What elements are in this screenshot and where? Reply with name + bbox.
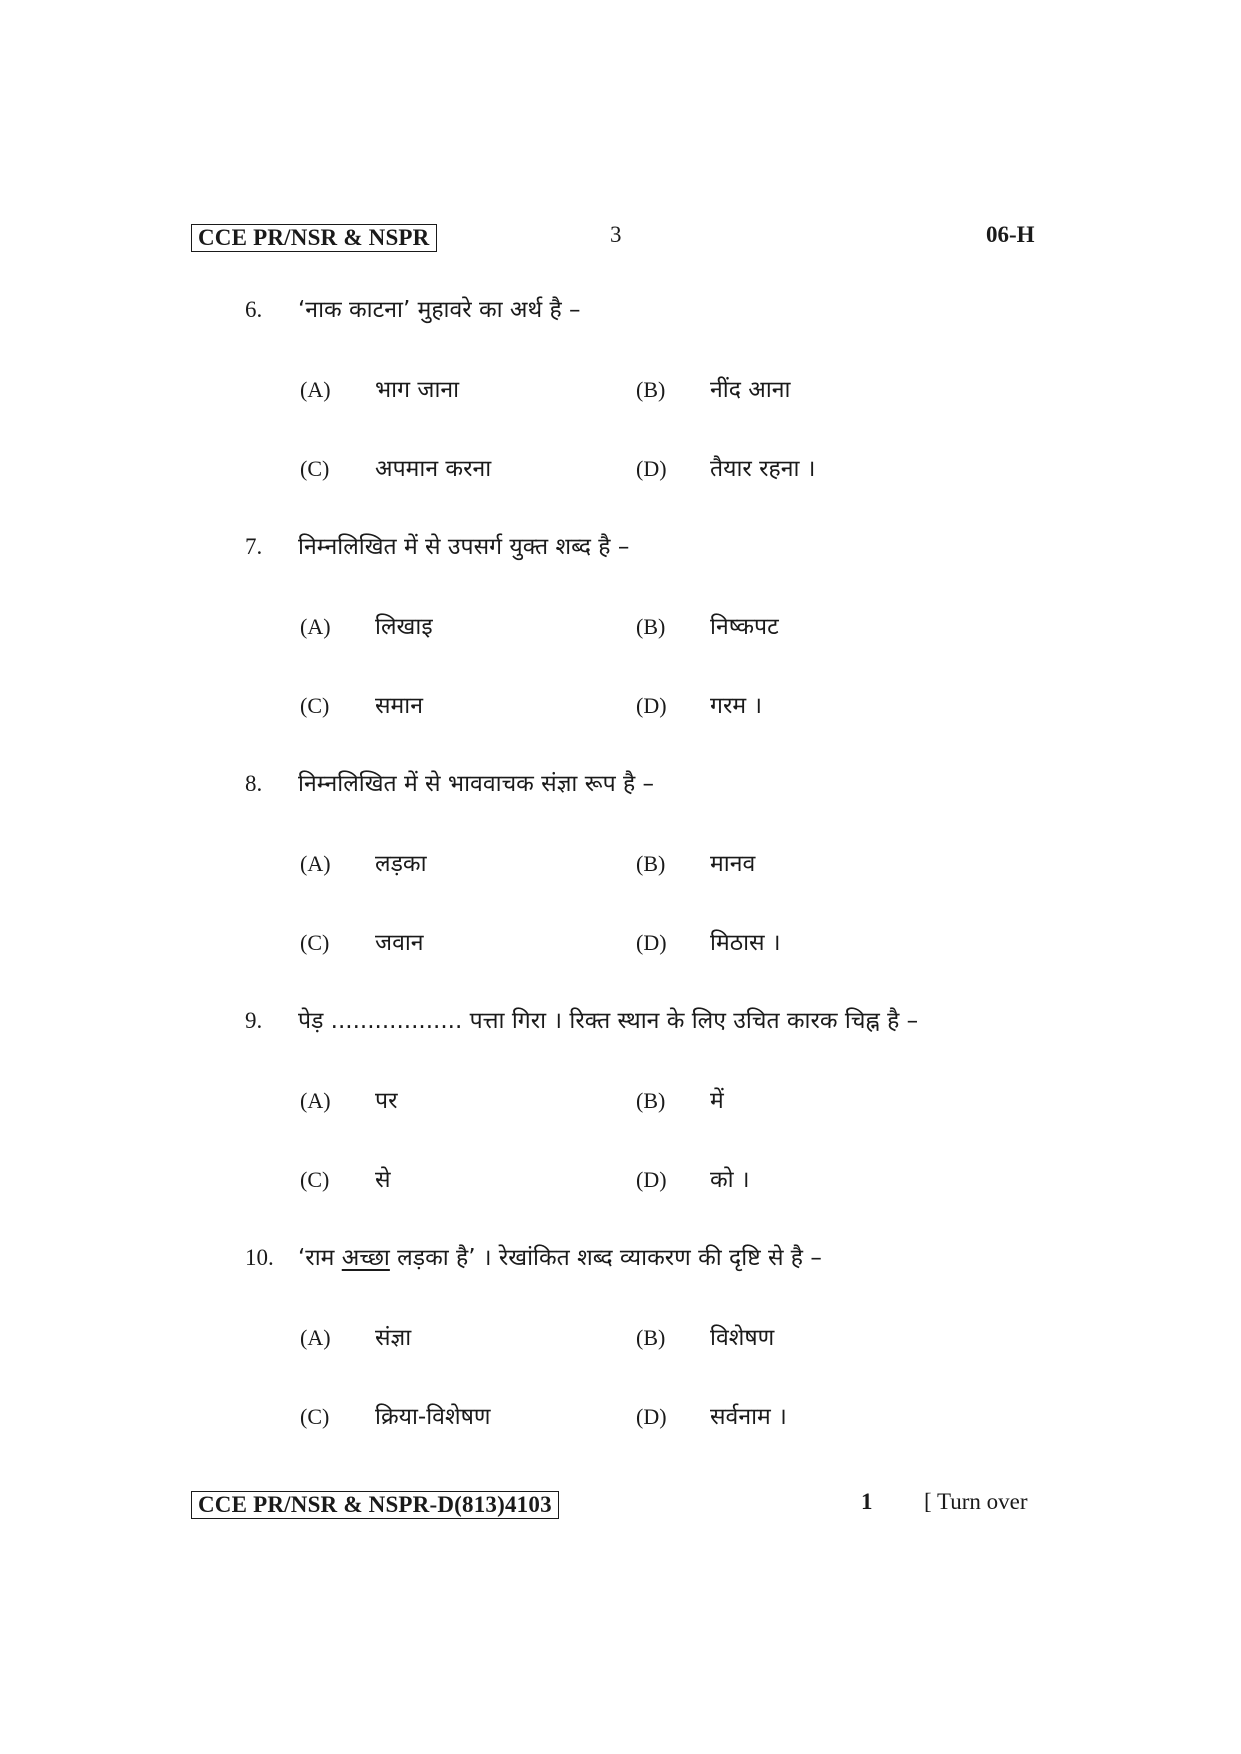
option-text-7a: लिखाइ [375,614,433,640]
paper-code: 06-H [986,222,1035,247]
header-code-box: CCE PR/NSR & NSPR [191,224,437,252]
option-text-7c: समान [375,693,424,719]
option-label-7d: (D) [636,693,667,718]
option-label-10c: (C) [300,1404,330,1429]
option-label-6d: (D) [636,456,667,481]
option-label-10a: (A) [300,1325,331,1350]
option-label-9b: (B) [636,1088,666,1113]
option-text-8a: लड़का [375,851,427,877]
option-text-10a: संज्ञा [375,1325,412,1351]
question-text-10-after: लड़का है’ । रेखांकित शब्द व्याकरण की दृष्टि से है – [389,1245,822,1271]
option-label-10d: (D) [636,1404,667,1429]
option-text-8b: मानव [710,851,756,877]
option-text-6d: तैयार रहना । [710,456,816,482]
option-text-9b: में [710,1088,724,1114]
footer-number: 1 [861,1489,873,1514]
option-label-7c: (C) [300,693,330,718]
option-label-7a: (A) [300,614,331,639]
option-text-10d: सर्वनाम । [710,1404,787,1430]
question-text-8: निम्नलिखित में से भाववाचक संज्ञा रूप है – [298,771,654,797]
option-label-7b: (B) [636,614,666,639]
option-label-8d: (D) [636,930,667,955]
option-label-9d: (D) [636,1167,667,1192]
option-text-6c: अपमान करना [375,456,492,482]
option-label-8c: (C) [300,930,330,955]
footer-code-box: CCE PR/NSR & NSPR-D(813)4103 [191,1491,559,1519]
option-text-8c: जवान [375,930,424,956]
question-number-8: 8. [245,771,263,796]
option-text-9a: पर [375,1088,398,1114]
option-text-9c: से [375,1167,391,1193]
option-label-8b: (B) [636,851,666,876]
option-text-6a: भाग जाना [375,377,460,403]
question-text-10-before: ‘राम [298,1245,342,1271]
question-number-7: 7. [245,534,263,559]
option-text-8d: मिठास । [710,930,781,956]
option-label-9c: (C) [300,1167,330,1192]
option-text-9d: को । [710,1167,750,1193]
question-text-9: पेड़ .................. पत्ता गिरा । रिक्त स्थान के लिए उचित कारक चिह्न है – [298,1008,919,1034]
option-text-7d: गरम । [710,693,763,719]
option-label-6b: (B) [636,377,666,402]
option-text-10b: विशेषण [710,1325,775,1351]
question-number-9: 9. [245,1008,263,1033]
option-label-6c: (C) [300,456,330,481]
option-label-8a: (A) [300,851,331,876]
turn-over-label: [ Turn over [924,1489,1028,1514]
option-label-9a: (A) [300,1088,331,1113]
question-text-6: ‘नाक काटना’ मुहावरे का अर्थ है – [298,297,581,323]
option-label-6a: (A) [300,377,331,402]
question-text-10-underlined-word: अच्छा [341,1245,390,1271]
question-text-10 [298,1240,822,1272]
option-text-6b: नींद आना [710,377,791,403]
option-text-10c: क्रिया-विशेषण [375,1404,491,1430]
question-text-7: निम्नलिखित में से उपसर्ग युक्त शब्द है – [298,534,630,560]
option-label-10b: (B) [636,1325,666,1350]
question-number-6: 6. [245,297,263,322]
option-text-7b: निष्कपट [710,614,779,640]
question-number-10: 10. [245,1245,274,1270]
page-number: 3 [610,222,622,247]
